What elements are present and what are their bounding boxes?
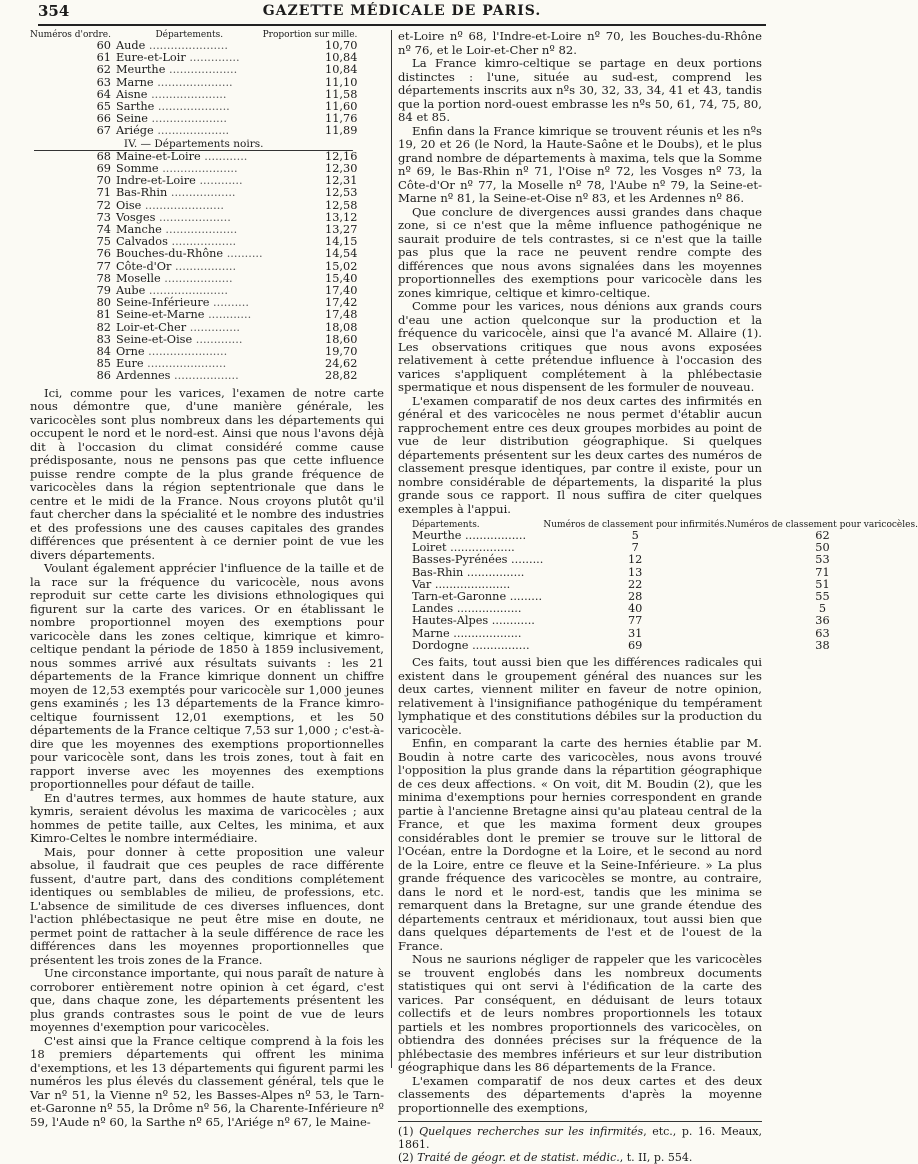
- column-divider: [391, 30, 392, 1068]
- infirmity-rank: 31: [628, 626, 643, 640]
- row-proportion: 18,60: [325, 332, 358, 346]
- leader-dots: ...................: [165, 63, 238, 77]
- department-name: Maine-et-Loire: [115, 149, 201, 163]
- leader-dots: .................: [461, 529, 527, 542]
- leader-dots: ............: [204, 308, 252, 322]
- department-name: Eure-et-Loir: [115, 51, 186, 65]
- table-body-part-a: [30, 40, 357, 138]
- department-name: Bas-Rhin: [115, 186, 168, 200]
- paragraph: C'est ainsi que la France celtique comprend à la fois les 18 premiers départements qui offrent les minima d'exemptions, et les 13 départements qui figurent parmi les numéros les plus élevés du classement général, tels que le Var nº 51, la Vienne nº 52, les Basses-Alpes nº 53, le Tarn-et-Garonne nº 55, la Drôme nº 56, la Charente-Inférieure nº 59, l'Aude nº 60, la Sarthe nº 65, l'Ariége nº 67, le Maine-: [30, 1033, 384, 1129]
- row-number: 65: [96, 100, 111, 114]
- department-name: Marne: [412, 626, 450, 640]
- row-proportion: 19,70: [325, 345, 358, 359]
- leader-dots: ....................: [155, 210, 231, 224]
- t2-body: [412, 530, 918, 652]
- infirmity-rank: 69: [628, 638, 643, 652]
- infirmity-rank: 40: [628, 602, 643, 616]
- row-proportion: 11,58: [325, 87, 358, 101]
- right-text-top: [398, 30, 762, 516]
- varicocele-rank: 53: [815, 553, 830, 567]
- leader-dots: ..................: [167, 186, 236, 200]
- paragraph: Enfin dans la France kimrique se trouvent réunis et les nºs 19, 20 et 26 (le Nord, la Haute-Saône et le Doubs), et le plus grand nombre de départements à maxima, tels que la Somme nº 69, le Bas-Rhin nº 71, l'Oise nº 72, les Vosges nº 73, la Côte-d'Or nº 77, la Moselle nº 78, l'Aube nº 79, la Seine-et-Marne nº 81, la Seine-et-Oise nº 83, et les Ardennes nº 86.: [398, 123, 762, 205]
- right-column: [398, 29, 918, 1164]
- leader-dots: ................: [468, 638, 530, 652]
- row-proportion: 10,84: [325, 51, 358, 65]
- leader-dots: ..................: [446, 541, 515, 555]
- footnote-rest: , etc., p. 16. Meaux, 1861.: [398, 1125, 763, 1152]
- leader-dots: ............: [195, 174, 243, 188]
- row-proportion: 10,70: [325, 39, 358, 52]
- infirmity-rank: 28: [628, 590, 643, 604]
- row-proportion: 13,12: [325, 210, 358, 224]
- paragraph: La France kimro-celtique se partage en deux portions distinctes : l'une, située au sud-est, comprend les départements inscrits aux nºs 30, 32, 33, 34, 41 et 43, tandis que la portion nord-ouest embrasse les nºs 50, 61, 74, 75, 80, 84 et 85.: [398, 56, 762, 124]
- infirmity-rank: 22: [628, 577, 643, 591]
- footnote-mark: (1): [398, 1125, 420, 1139]
- department-name: Bouches-du-Rhône: [115, 247, 224, 261]
- row-proportion: 13,27: [325, 223, 358, 237]
- page-header: [38, 2, 766, 26]
- paragraph: L'examen comparatif de nos deux cartes et des deux classements des départements d'après la moyenne proportionnelle des exemptions,: [398, 1073, 762, 1115]
- leader-dots: ..........: [223, 247, 263, 261]
- row-number: 80: [96, 296, 111, 310]
- footnotes: [398, 1125, 762, 1164]
- leader-dots: .....................: [147, 87, 227, 101]
- row-number: 64: [96, 87, 111, 101]
- infirmity-rank: 77: [628, 614, 643, 628]
- leader-dots: ......................: [144, 345, 228, 359]
- row-number: 75: [96, 235, 111, 249]
- t2-header-varicoceles: Numéros de classement pour varicocèles.: [727, 520, 918, 530]
- department-name: Indre-et-Loire: [115, 174, 196, 188]
- leader-dots: ......................: [143, 357, 227, 371]
- department-name: Hautes-Alpes: [412, 614, 489, 628]
- infirmity-rank: 13: [628, 565, 643, 579]
- department-name: Seine-et-Oise: [115, 332, 193, 346]
- row-number: 76: [96, 247, 111, 261]
- department-name: Meurthe: [115, 63, 166, 77]
- row-proportion: 15,02: [325, 259, 358, 273]
- department-name: Var: [412, 577, 432, 591]
- paragraph: Que conclure de divergences aussi grandes dans chaque zone, si ce n'est que la même influence pathogénique ne saurait produire de tels contrastes, si ce n'est que la taille pas plus que la race ne peuvent rendre compte des différences que nous avons signalées dans les moyennes proportionnelles des exemptions pour varicocèle dans les zones kimrique, celtique et kimro-celtique.: [398, 204, 762, 300]
- leader-dots: .........: [507, 553, 544, 567]
- department-name: Vosges: [115, 210, 156, 224]
- department-name: Meurthe: [412, 529, 462, 542]
- varicocele-rank: 55: [815, 590, 830, 604]
- row-number: 86: [96, 369, 111, 383]
- row-proportion: 15,40: [325, 271, 358, 285]
- paragraph: et-Loire nº 68, l'Indre-et-Loire nº 70, les Bouches-du-Rhône nº 76, et le Loir-et-Cher nº 82.: [398, 29, 762, 57]
- row-proportion: 11,89: [325, 124, 358, 138]
- row-number: 78: [96, 271, 111, 285]
- row-proportion: 12,16: [325, 149, 358, 163]
- department-name: Tarn-et-Garonne: [412, 590, 507, 604]
- varicocele-rank: 62: [815, 529, 830, 542]
- varicocele-rank: 71: [815, 565, 830, 579]
- leader-dots: .............: [192, 332, 243, 346]
- varicocele-rank: 51: [815, 577, 830, 591]
- leader-dots: ..........: [209, 296, 249, 310]
- infirmity-rank: 5: [631, 529, 639, 542]
- row-number: 73: [96, 210, 111, 224]
- leader-dots: .....................: [153, 75, 233, 89]
- col-header-proportion: Proportion sur mille.: [262, 30, 358, 40]
- leader-dots: ...................: [449, 626, 522, 640]
- row-number: 81: [96, 308, 111, 322]
- infirmity-rank: 12: [628, 553, 643, 567]
- department-name: Seine: [115, 112, 148, 126]
- row-number: 82: [96, 320, 111, 334]
- row-proportion: 17,40: [325, 284, 358, 298]
- varicocele-rank: 63: [815, 626, 830, 640]
- leader-dots: .....................: [158, 162, 238, 176]
- footnote-title: Traité de géogr. et de statist. médic.: [417, 1151, 620, 1164]
- footnote: [398, 1151, 762, 1164]
- row-proportion: 18,08: [325, 320, 358, 334]
- department-name: Aude: [115, 39, 146, 52]
- leader-dots: ......................: [141, 198, 224, 212]
- paragraph: Mais, pour donner à cette proposition une valeur absolue, il faudrait que ces peuples de race différente fussent, d'autre part, dans des conditions complétement identiques ou semblables de milieu, de professions, etc. L'absence de similitude de ces diverses influences, dont l'action phlébectasique ne peut être mise en doute, ne permet point de rattacher à la seule différence de race les différences dans les moyennes proportionnelles que présentent les trois zones de la France.: [30, 844, 384, 967]
- row-proportion: 17,42: [325, 296, 358, 310]
- footnote-title: Quelques recherches sur les infirmités: [419, 1125, 644, 1139]
- row-number: 63: [96, 75, 111, 89]
- row-number: 84: [96, 345, 111, 359]
- department-name: Eure: [115, 357, 144, 371]
- col-header-number: Numéros d'ordre.: [30, 30, 111, 40]
- col-header-department: Départements.: [155, 30, 224, 40]
- varicocele-rank: 38: [815, 638, 830, 652]
- row-proportion: 14,15: [325, 235, 358, 249]
- paragraph: Ici, comme pour les varices, l'examen de notre carte nous démontre que, d'une manière générale, les varicocèles sont plus nombreux dans les départements qui occupent le nord et le nord-est. Ainsi que nous l'avons déjà dit à l'occasion du climat considéré comme cause prédisposante, nous ne pensons pas que cette influence puisse rendre compte de la plus grande fréquence de varicocèles dans la région septentrionale que dans le centre et le midi de la France. Nous croyons plutôt qu'il faut chercher dans la spécialité et le nombre des industries et des professions une des causes capitales des grandes différences que présentent à ce dernier point de vue les divers départements.: [30, 385, 384, 562]
- varicocele-rank: 5: [818, 602, 827, 616]
- row-proportion: 11,10: [325, 75, 358, 89]
- t2-header-infirmities: Numéros de classement pour infirmités.: [543, 520, 727, 530]
- table-row: [30, 370, 357, 382]
- row-number: 71: [96, 186, 111, 200]
- row-proportion: 12,31: [325, 174, 358, 188]
- section-title: IV. — Départements noirs.: [123, 137, 264, 150]
- row-number: 66: [96, 112, 111, 126]
- row-number: 83: [96, 332, 111, 346]
- row-number: 74: [96, 223, 111, 237]
- right-text-bottom: [398, 656, 762, 1115]
- leader-dots: ..................: [167, 235, 237, 249]
- department-name: Moselle: [115, 271, 161, 285]
- department-name: Ardennes: [115, 369, 171, 383]
- row-number: 60: [96, 39, 111, 52]
- paragraph: Comme pour les varices, nous dénions aux grands cours d'eau une action quelconque sur la production et la fréquence du varicocèle, ainsi que l'a avancé M. Allaire (1). Les observations critiques que nous avons exposées relativement à cette prétendue influence à l'occasion des varices s'appliquent complétement à la phlébectasie spermatique et nous dispensent de les formuler de nouveau.: [398, 299, 762, 394]
- department-name: Côte-d'Or: [115, 259, 172, 273]
- paragraph: Ces faits, tout aussi bien que les différences radicales qui existent dans le groupement général des nuances sur les deux cartes, viennent militer en faveur de notre opinion, relativement à l'insignifiance pathogénique du tempérament lymphatique et des constitutions débiles sur la production du varicocèle.: [398, 655, 762, 737]
- department-name: Aube: [115, 284, 146, 298]
- varicocele-rank: 50: [815, 541, 830, 555]
- department-name: Seine-et-Marne: [115, 308, 205, 322]
- row-proportion: 14,54: [325, 247, 358, 261]
- table-row: [412, 640, 918, 652]
- row-number: 67: [96, 124, 111, 138]
- footnote-rule: [398, 1121, 762, 1122]
- department-name: Calvados: [115, 235, 168, 249]
- row-number: 69: [96, 162, 111, 176]
- row-proportion: 12,30: [325, 162, 358, 176]
- footnote: [398, 1125, 762, 1151]
- row-department: [116, 125, 263, 137]
- department-name: Bas-Rhin: [412, 565, 464, 579]
- leader-dots: ....................: [154, 100, 230, 114]
- leader-dots: ................: [463, 565, 525, 579]
- footnote-rest: , t. II, p. 554.: [619, 1151, 693, 1164]
- leader-dots: ....................: [161, 223, 238, 237]
- varicocele-rank: 36: [815, 614, 830, 628]
- leader-dots: ......................: [145, 284, 228, 298]
- row-number: 62: [96, 63, 111, 77]
- leader-dots: ......................: [145, 39, 228, 52]
- leader-dots: ..................: [453, 602, 522, 616]
- row-proportion: 24,62: [325, 357, 358, 371]
- paragraph: Une circonstance importante, qui nous paraît de nature à corroborer entièrement notre opinion à cet égard, c'est que, dans chaque zone, les départements présentent les plus grands contrastes sous le point de vue de leurs moyennes d'exemption pour varicocèles.: [30, 966, 384, 1035]
- leader-dots: ..............: [185, 51, 240, 65]
- department-name: Orne: [115, 345, 145, 359]
- leader-dots: .................: [171, 259, 237, 273]
- department-name: Loiret: [412, 541, 447, 555]
- row-proportion: 12,53: [325, 186, 358, 200]
- row-department: [116, 370, 263, 382]
- infirmity-rank: 7: [631, 541, 639, 555]
- leader-dots: ..............: [186, 320, 241, 334]
- department-name: Manche: [115, 223, 162, 237]
- paragraph: Enfin, en comparant la carte des hernies établie par M. Boudin à notre carte des varicocèles, nous avons trouvé l'opposition la plus grande dans la répartition géographique de ces deux affections. « On voit, dit M. Boudin (2), que les minima d'exemptions pour hernies correspondent en grande partie à l'ancienne Bretagne ainsi qu'au plateau central de la France, et que les maxima forment deux groupes considérables dont le premier se trouve sur le littoral de l'Océan, entre la Dordogne et la Loire, et le second au nord de la Loire, entre ce fleuve et la Seine-Inférieure. » La plus grande fréquence des varicocèles se montre, au contraire, dans le nord et le nord-est, tandis que les minima se remarquent dans la Bretagne, sur une grande étendue des départements centraux et méridionaux, tout aussi bien que dans quelques départements de l'est et de l'ouest de la France.: [398, 736, 762, 953]
- paragraph: L'examen comparatif de nos deux cartes des infirmités en général et des varicocèles ne nous permet d'établir aucun rapprochement entre ces deux groupes morbides au point de vue de leur distribution géographique. Si quelques départements présentent sur les deux cartes des numéros de classement presque identiques, par contre il existe, pour un nombre considérable de départements, la disparité la plus grande sous ce rapport. Il nous suffira de citer quelques exemples à l'appui.: [398, 393, 762, 516]
- paragraph: Voulant également apprécier l'influence de la taille et de la race sur la fréquence du varicocèle, nous avons reproduit sur cette carte les divisions ethnologiques qui figurent sur la carte des varices. Or en établissant le nombre proportionnel moyen des exemptions pour varicocèle dans les zones celtique, kimrique et kimro-celtique pendant la période de 1850 à 1859 inclusivement, nous sommes arrivé aux résultats suivants : les 21 départements de la France kimrique donnent un chiffre moyen de 12,53 exemptés pour varicocèle sur 1,000 jeunes gens examinés ; les 13 départements de la France kimro-celtique fournissent 12,01 exemptions, et les 50 départements de la France celtique 7,53 sur 1,000 ; c'est-à-dire que les moyennes des exemptions proportionnelles pour varicocèle sont, dans les trois zones, tout à fait en rapport inverse avec les moyennes des exemptions proportionnelles pour défaut de taille.: [30, 561, 384, 792]
- row-number: 77: [96, 259, 111, 273]
- row-number: 61: [96, 51, 111, 65]
- footnote-mark: (2): [398, 1151, 418, 1164]
- leader-dots: ............: [488, 614, 535, 628]
- row-number: 70: [96, 174, 111, 188]
- department-name: Seine-Inférieure: [115, 296, 210, 310]
- departments-table: [30, 30, 357, 383]
- left-column: [30, 30, 384, 1129]
- row-proportion: 10,84: [325, 63, 358, 77]
- department-name: Basses-Pyrénées: [412, 553, 508, 567]
- leader-dots: ....................: [153, 124, 230, 138]
- row-proportion: 28,82: [325, 369, 358, 383]
- table-row: [30, 125, 357, 137]
- row-number: 79: [96, 284, 111, 298]
- row-number: 85: [96, 357, 111, 371]
- t2-header-department: Départements.: [412, 520, 480, 530]
- department-name: Sarthe: [115, 100, 155, 114]
- row-department: [412, 640, 543, 652]
- department-name: Marne: [115, 75, 154, 89]
- department-name: Ariége: [115, 124, 154, 138]
- department-name: Oise: [115, 198, 142, 212]
- paragraph: Nous ne saurions négliger de rappeler que les varicocèles se trouvent englobés dans les nombreux documents statistiques qui ont servi à l'édification de la carte des varices. Par conséquent, en déduisant de leurs totaux collectifs et de leurs nombres proportionnels les totaux partiels et les nombres proportionnels des varicocèles, on obtiendra des données précises sur la fréquence de la phlébectasie des membres inférieurs et sur leur distribution géographique dans les 86 départements de la France.: [398, 952, 762, 1075]
- row-proportion: 11,60: [325, 100, 358, 114]
- table-body-part-b: [30, 151, 357, 383]
- department-name: Somme: [115, 162, 159, 176]
- comparison-table: [412, 520, 918, 652]
- row-proportion: 11,76: [325, 112, 358, 126]
- department-name: Loir-et-Cher: [115, 320, 187, 334]
- leader-dots: ...................: [160, 271, 233, 285]
- leader-dots: ............: [200, 149, 248, 163]
- row-proportion: 17,48: [325, 308, 358, 322]
- paragraph: En d'autres termes, aux hommes de haute stature, aux kymris, seraient dévolus les maxima de varicocèles ; aux hommes de petite taille, aux Celtes, les minima, et aux Kimro-Celtes le nombre intermédiaire.: [30, 790, 384, 846]
- row-number: 68: [96, 149, 111, 163]
- row-number: 72: [96, 198, 111, 212]
- row-proportion: 12,58: [325, 198, 358, 212]
- leader-dots: .........: [506, 590, 543, 604]
- page-number: 354: [38, 2, 70, 20]
- leader-dots: .....................: [431, 577, 511, 591]
- leader-dots: .....................: [147, 112, 227, 126]
- journal-title: GAZETTE MÉDICALE DE PARIS.: [262, 3, 542, 19]
- department-name: Dordogne: [412, 638, 469, 652]
- left-text: [30, 387, 384, 1130]
- department-name: Landes: [412, 602, 454, 616]
- department-name: Aisne: [115, 87, 148, 101]
- leader-dots: ..................: [170, 369, 239, 383]
